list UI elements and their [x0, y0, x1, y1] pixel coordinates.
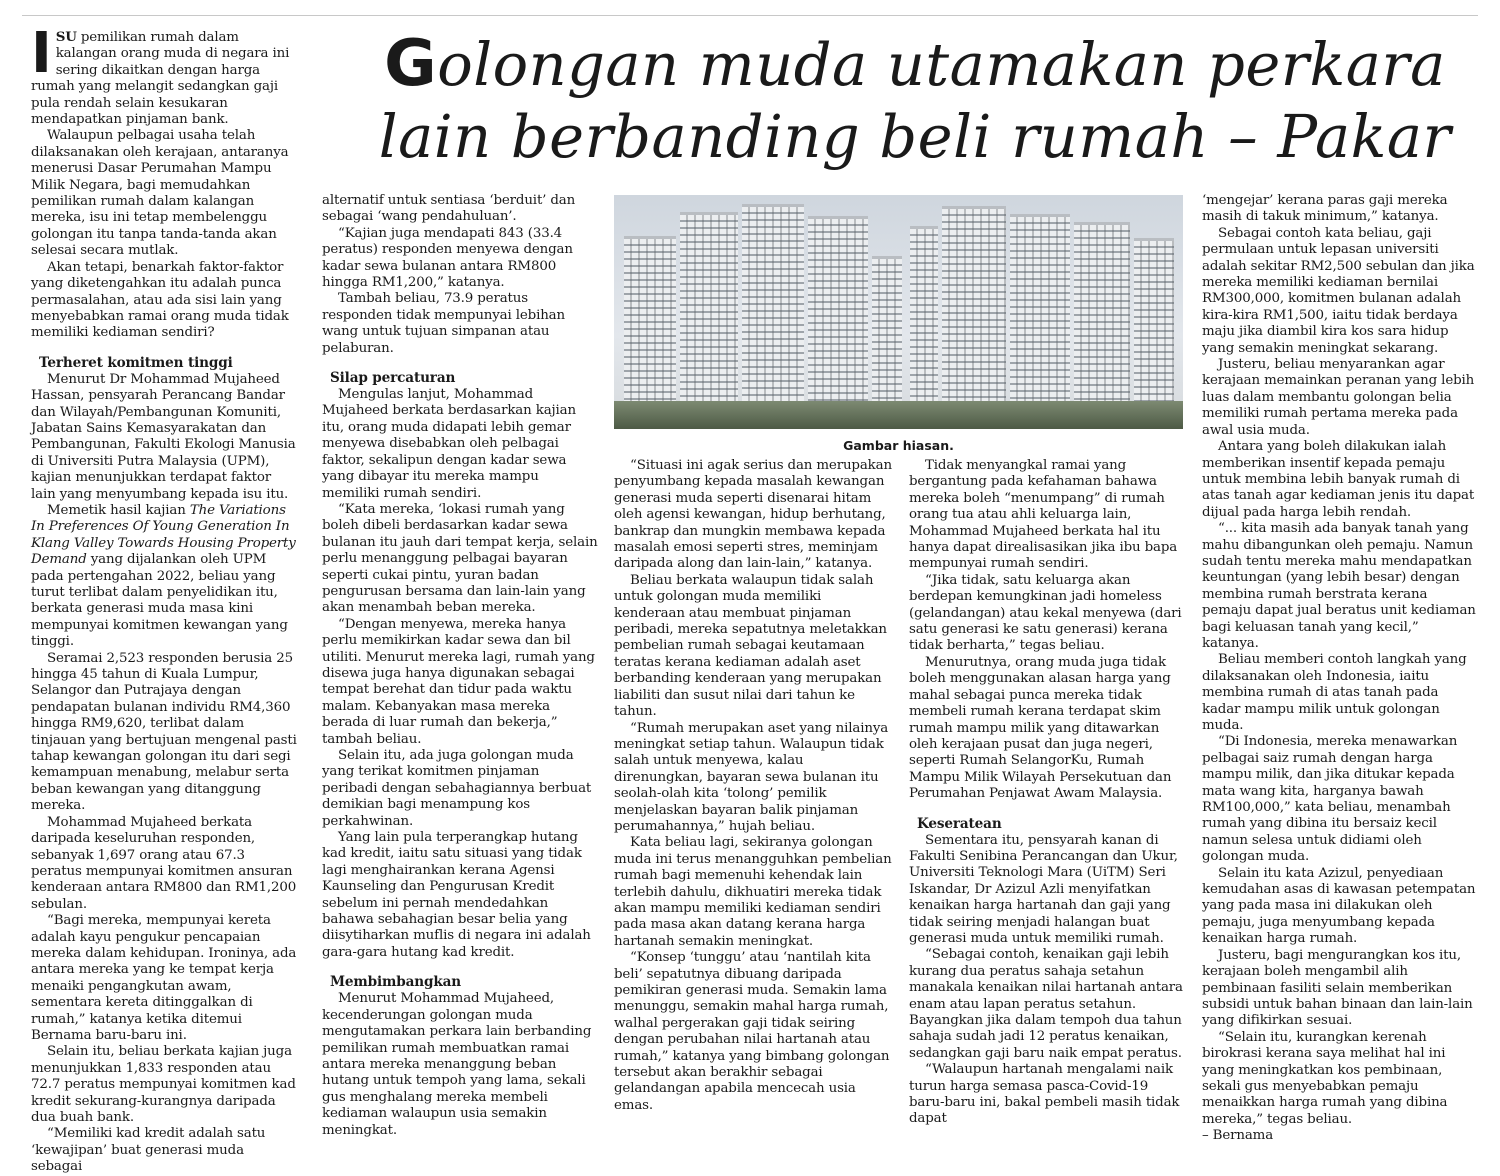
column-1 [31, 21, 299, 1176]
paragraph: “Kajian juga mendapati 843 (33.4 peratus) responden menyewa dengan kadar sewa bulanan antara RM800 hingga RM1,200,” katanya. [322, 225, 573, 291]
byline: – Bernama [1202, 1128, 1274, 1144]
study-title: The Variations In Preferences Of Young Generation In Klang Valley Towards Housing Property Demand [31, 502, 296, 568]
paragraph: Menurutnya, orang muda juga tidak boleh menggunakan alasan harga yang mahal sebagai punca mereka tidak membeli rumah kerana terdapat skim rumah mampu milik yang ditawarkan oleh kerajaan pusat dan juga negeri, seperti Rumah SelangorKu, Rumah Mampu Milik Wilayah Persekutuan dan Perumahan Penjawat Awam Malaysia. [909, 654, 1172, 802]
paragraph: ‘mengejar’ kerana paras gaji mereka masih di takuk minimum,” katanya. [1202, 193, 1448, 225]
subheading: Keseratean [917, 815, 1002, 832]
paragraph: “Konsep ‘tunggu’ atau ‘nantilah kita beli’ sepatutnya dibuang daripada pemikiran generasi muda. Semakin lama menunggu, semakin mahal harga rumah, walhal pergerakan gaji tidak seiring dengan perubahan nilai hartanah atau rumah,” katanya yang bimbang golongan tersebut akan berakhir sebagai gelandangan apabila mencecah usia emas. [614, 950, 890, 1113]
photo-caption: Gambar hiasan. [843, 438, 954, 453]
paragraph: “Situasi ini agak serius dan merupakan penyumbang kepada masalah kewangan generasi muda seperti disenarai hitam oleh agensi kewangan, hidup berhutang, bankrap dan mungkin membawa kepada masalah emosi seperti stres, meminjam daripada along dan lain-lain,” katanya. [614, 458, 892, 572]
paragraph: Sebagai contoh kata beliau, gaji permulaan untuk lepasan universiti adalah sekitar RM2,500 sebulan dan jika mereka memiliki kediaman bernilai RM300,000, komitmen bulanan adalah kira-kira RM1,500, iaitu tidak berdaya maju jika diambil kira kos sara hidup yang semakin meningkat sekarang. [1202, 225, 1475, 356]
paragraph: Justeru, bagi mengurangkan kos itu, kerajaan boleh mengambil alih pembinaan fasiliti selain memberikan subsidi untuk bahan binaan dan lain-lain yang difikirkan sesuai. [1202, 947, 1473, 1029]
column-5 [1202, 193, 1478, 1145]
paragraph: Justeru, beliau menyarankan agar kerajaan memainkan peranan yang lebih luas dalam membantu golongan belia memiliki rumah pertama mereka pada awal usia muda. [1202, 357, 1475, 438]
tower-block [1010, 214, 1070, 429]
tower-block [680, 212, 738, 429]
headline [350, 28, 1480, 173]
subheading: Membimbangkan [330, 974, 461, 991]
paragraph: Tidak menyangkal ramai yang bergantung pada kefahaman bahawa mereka boleh “menumpang” di rumah orang tua atau ahli keluarga lain, Mohammad Mujaheed berkata hal itu hanya dapat direalisasikan jika ibu bapa mempunyai rumah sendiri. [909, 458, 1178, 572]
paragraph: Menurut Dr Mohammad Mujaheed Hassan, pensyarah Perancang Bandar dan Wilayah/Pembangunan Komuniti, Jabatan Sains Kemasyarakatan dan Pembangunan, Fakulti Ekologi Manusia di Universiti Putra Malaysia (UPM), kajian menunjukkan terdapat faktor lain yang menyumbang kepada isu itu. [31, 371, 296, 502]
paragraph: Menurut Mohammad Mujaheed, kecenderungan golongan muda mengutamakan perkara lain berbanding pemilikan rumah membuatkan ramai antara mereka menanggung beban hutang untuk tempoh yang lama, sekali gus menghalang mereka membeli kediaman walaupun usia semakin meningkat. [322, 991, 592, 1138]
headline-cap: G [384, 27, 438, 101]
paragraph: Walaupun pelbagai usaha telah dilaksanakan oleh kerajaan, antaranya menerusi Dasar Perumahan Mampu Milik Negara, bagi memudahkan pemilikan rumah dalam kalangan mereka, isu ini tetap membelenggu golongan itu tanpa tanda-tanda akan selesai secara mutlak. [31, 128, 289, 259]
paragraph: “Dengan menyewa, mereka hanya perlu memikirkan kadar sewa dan bil utiliti. Menurut mereka lagi, rumah yang disewa juga hanya digunakan sebagai tempat berehat dan tidur pada waktu malam. Kebanyakan masa mereka berada di luar rumah dan bekerja,” tambah beliau. [322, 616, 595, 747]
paragraph: “Sebagai contoh, kenaikan gaji lebih kurang dua peratus sahaja setahun manakala kenaikan nilai hartanah antara enam atau lapan peratus setahun. Bayangkan jika dalam tempoh dua tahun sahaja sudah jadi 12 peratus kenaikan, sedangkan gaji baru naik empat peratus. [909, 947, 1183, 1061]
subheading: Silap percaturan [330, 370, 456, 387]
headline-line-1: olongan muda utamakan perkara [437, 30, 1446, 99]
tower-block [742, 204, 804, 429]
paragraph: Antara yang boleh dilakukan ialah memberikan insentif kepada pemaju untuk membina lebih banyak rumah di atas tanah agar kediaman jenis itu dapat dijual pada harga lebih rendah. [1202, 439, 1475, 520]
lead-paragraph [31, 21, 299, 128]
tower-block [1074, 222, 1130, 429]
tower-block [910, 226, 938, 429]
paragraph: “Di Indonesia, mereka menawarkan pelbagai saiz rumah dengan harga mampu milik, dan jika ditukar kepada mata wang kita, harganya bawah RM100,000,” kata beliau, menambah rumah yang dibina itu bersaiz kecil namun selesa untuk didiami oleh golongan muda. [1202, 734, 1458, 865]
subheading: Terheret komitmen tinggi [39, 354, 233, 371]
tower-block [808, 216, 868, 429]
paragraph: Akan tetapi, benarkah faktor-faktor yang diketengahkan itu adalah punca permasalahan, atau ada sisi lain yang menyebabkan ramai orang muda tidak memiliki kediaman sendiri? [31, 259, 289, 341]
paragraph [31, 503, 299, 651]
headline-line-2: lain berbanding beli rumah – Pakar [378, 102, 1452, 171]
paragraph: alternatif untuk sentiasa ‘berduit’ dan sebagai ‘wang pendahuluan’. [322, 193, 576, 225]
paragraph: Beliau berkata walaupun tidak salah untuk golongan muda memiliki kenderaan atau membuat pinjaman peribadi, mereka sepatutnya meletakkan pembelian rumah sebagai keutamaan teratas kerana kediaman adalah aset berbanding kenderaan yang merupakan liabiliti dan susut nilai dari tahun ke tahun. [614, 572, 887, 720]
paragraph: Sementara itu, pensyarah kanan di Fakulti Senibina Perancangan dan Ukur, Universiti Teknologi Mara (UiTM) Seri Iskandar, Dr Azizul Azli menyifatkan kenaikan harga hartanah dan gaji yang tidak seiring menjadi halangan buat generasi muda untuk memiliki rumah. [909, 832, 1178, 946]
paragraph: Mengulas lanjut, Mohammad Mujaheed berkata berdasarkan kajian itu, orang muda didapati lebih gemar menyewa disebabkan oleh pelbagai faktor, sekalipun dengan kadar sewa yang dibayar itu mereka mampu memiliki rumah sendiri. [322, 387, 576, 501]
paragraph: “Memiliki kad kredit adalah satu ‘kewajipan’ buat generasi muda sebagai [31, 1126, 266, 1175]
paragraph: “Walaupun hartanah mengalami naik turun harga semasa pasca-Covid-19 baru-baru ini, bakal pembeli masih tidak dapat [909, 1062, 1180, 1127]
paragraph: “Kata mereka, ‘lokasi rumah yang boleh dibeli berdasarkan kadar sewa bulanan itu jauh dari tempat kerja, selain perlu menanggung pelbagai bayaran seperti cukai pintu, yuran badan pengurusan bersama dan lain-lain yang akan menambah beban mereka. [322, 501, 598, 616]
paragraph: Seramai 2,523 responden berusia 25 hingga 45 tahun di Kuala Lumpur, Selangor dan Putrajaya dengan pendapatan bulanan individu RM4,360 hingga RM9,620, terlibat dalam tinjauan yang bertujuan mengenal pasti tahap kewangan golongan itu dari segi kemampuan menabung, melabur serta beban kewangan yang ditanggung mereka. [31, 650, 297, 814]
paragraph: Selain itu, ada juga golongan muda yang terikat komitmen pinjaman peribadi dengan sebahagiannya berbuat demikian bagi menampung kos perkahwinan. [322, 748, 592, 829]
column-2 [322, 193, 598, 1139]
lead-text: pemilikan rumah dalam kalangan orang muda di negara ini sering dikaitkan dengan harga rumah yang melangit sedangkan gaji pula rendah selain kesukaran mendapatkan pinjaman bank. [31, 30, 290, 128]
paragraph: Selain itu, beliau berkata kajian juga menunjukkan 1,833 responden atau 72.7 peratus mempunyai komitmen kad kredit sekurang-kurangnya daripada dua buah bank. [31, 1044, 296, 1125]
text: yang dijalankan oleh UPM pada pertengahan 2022, beliau yang turut terlibat dalam penyelidikan itu, berkata generasi muda masa kini mempunyai komitmen kewangan yang tinggi. [31, 552, 288, 650]
lead-bold: SU [55, 29, 77, 45]
paragraph: “... kita masih ada banyak tanah yang mahu dibangunkan oleh pemaju. Namun sudah tentu mereka mahu mendapatkan keuntungan (yang lebih besar) dengan membina rumah berstrata kerana pemaju dapat jual beratus unit kediaman bagi keluasan tanah yang kecil,” katanya. [1202, 521, 1476, 651]
tower-block [942, 206, 1006, 429]
paragraph: Beliau memberi contoh langkah yang dilaksanakan oleh Indonesia, iaitu membina rumah di atas tanah pada kadar mampu milik untuk golongan muda. [1202, 652, 1467, 733]
paragraph: Kata beliau lagi, sekiranya golongan muda ini terus menangguhkan pembelian rumah bagi memenuhi kehendak lain terlebih dahulu, dikhuatiri mereka tidak akan mampu memiliki kediaman sendiri pada masa akan datang kerana harga hartanah semakin meningkat. [614, 835, 892, 949]
text: Memetik hasil kajian [47, 502, 190, 518]
top-rule [22, 15, 1478, 16]
paragraph: Yang lain pula terperangkap hutang kad kredit, iaitu satu situasi yang tidak lagi menghairankan kerana Agensi Kaunseling dan Pengurusan Kredit sebelum ini pernah mendedahkan bahawa sebahagian besar belia yang diisytiharkan muflis di negara ini adalah gara-gara hutang kad kredit. [322, 830, 591, 960]
paragraph: “Selain itu, kurangkan kerenah birokrasi kerana saya melihat hal ini yang meningkatkan kos pembinaan, sekali gus menyebabkan pemaju menaikkan harga rumah yang dibina mereka,” tegas beliau. [1202, 1029, 1448, 1127]
tree-line [614, 401, 1183, 429]
column-4 [909, 458, 1185, 1128]
paragraph: “Jika tidak, satu keluarga akan berdepan kemungkinan jadi homeless (gelandangan) atau kekal menyewa (dari satu generasi ke satu generasi) kerana tidak berharta,” tegas beliau. [909, 572, 1182, 654]
drop-cap: I [31, 21, 52, 86]
paragraph: Selain itu kata Azizul, penyediaan kemudahan asas di kawasan petempatan yang pada masa ini dilakukan oleh pemaju, juga menyumbang kepada kenaikan harga rumah. [1202, 865, 1476, 947]
paragraph: Mohammad Mujaheed berkata daripada keseluruhan responden, sebanyak 1,697 orang atau 67.3 peratus mempunyai komitmen ansuran kenderaan antara RM800 dan RM1,200 sebulan. [31, 814, 297, 912]
column-3 [614, 458, 892, 1114]
housing-photo [614, 195, 1183, 429]
paragraph: “Rumah merupakan aset yang nilainya meningkat setiap tahun. Walaupun tidak salah untuk menyewa, kalau direnungkan, bayaran sewa bulanan itu seolah-olah kita ‘tolong’ pemilik menjelaskan bayaran balik pinjaman perumahannya,” hujah beliau. [614, 720, 889, 834]
paragraph: “Bagi mereka, mempunyai kereta adalah kayu pengukur pencapaian mereka dalam kehidupan. Ironinya, ada antara mereka yang ke tempat kerja menaiki pengangkutan awam, sementara kereta ditinggalkan di rumah,” katanya ketika ditemui Bernama baru-baru ini. [31, 913, 297, 1043]
paragraph: Tambah beliau, 73.9 peratus responden tidak mempunyai lebihan wang untuk tujuan simpanan atau pelaburan. [322, 291, 565, 356]
